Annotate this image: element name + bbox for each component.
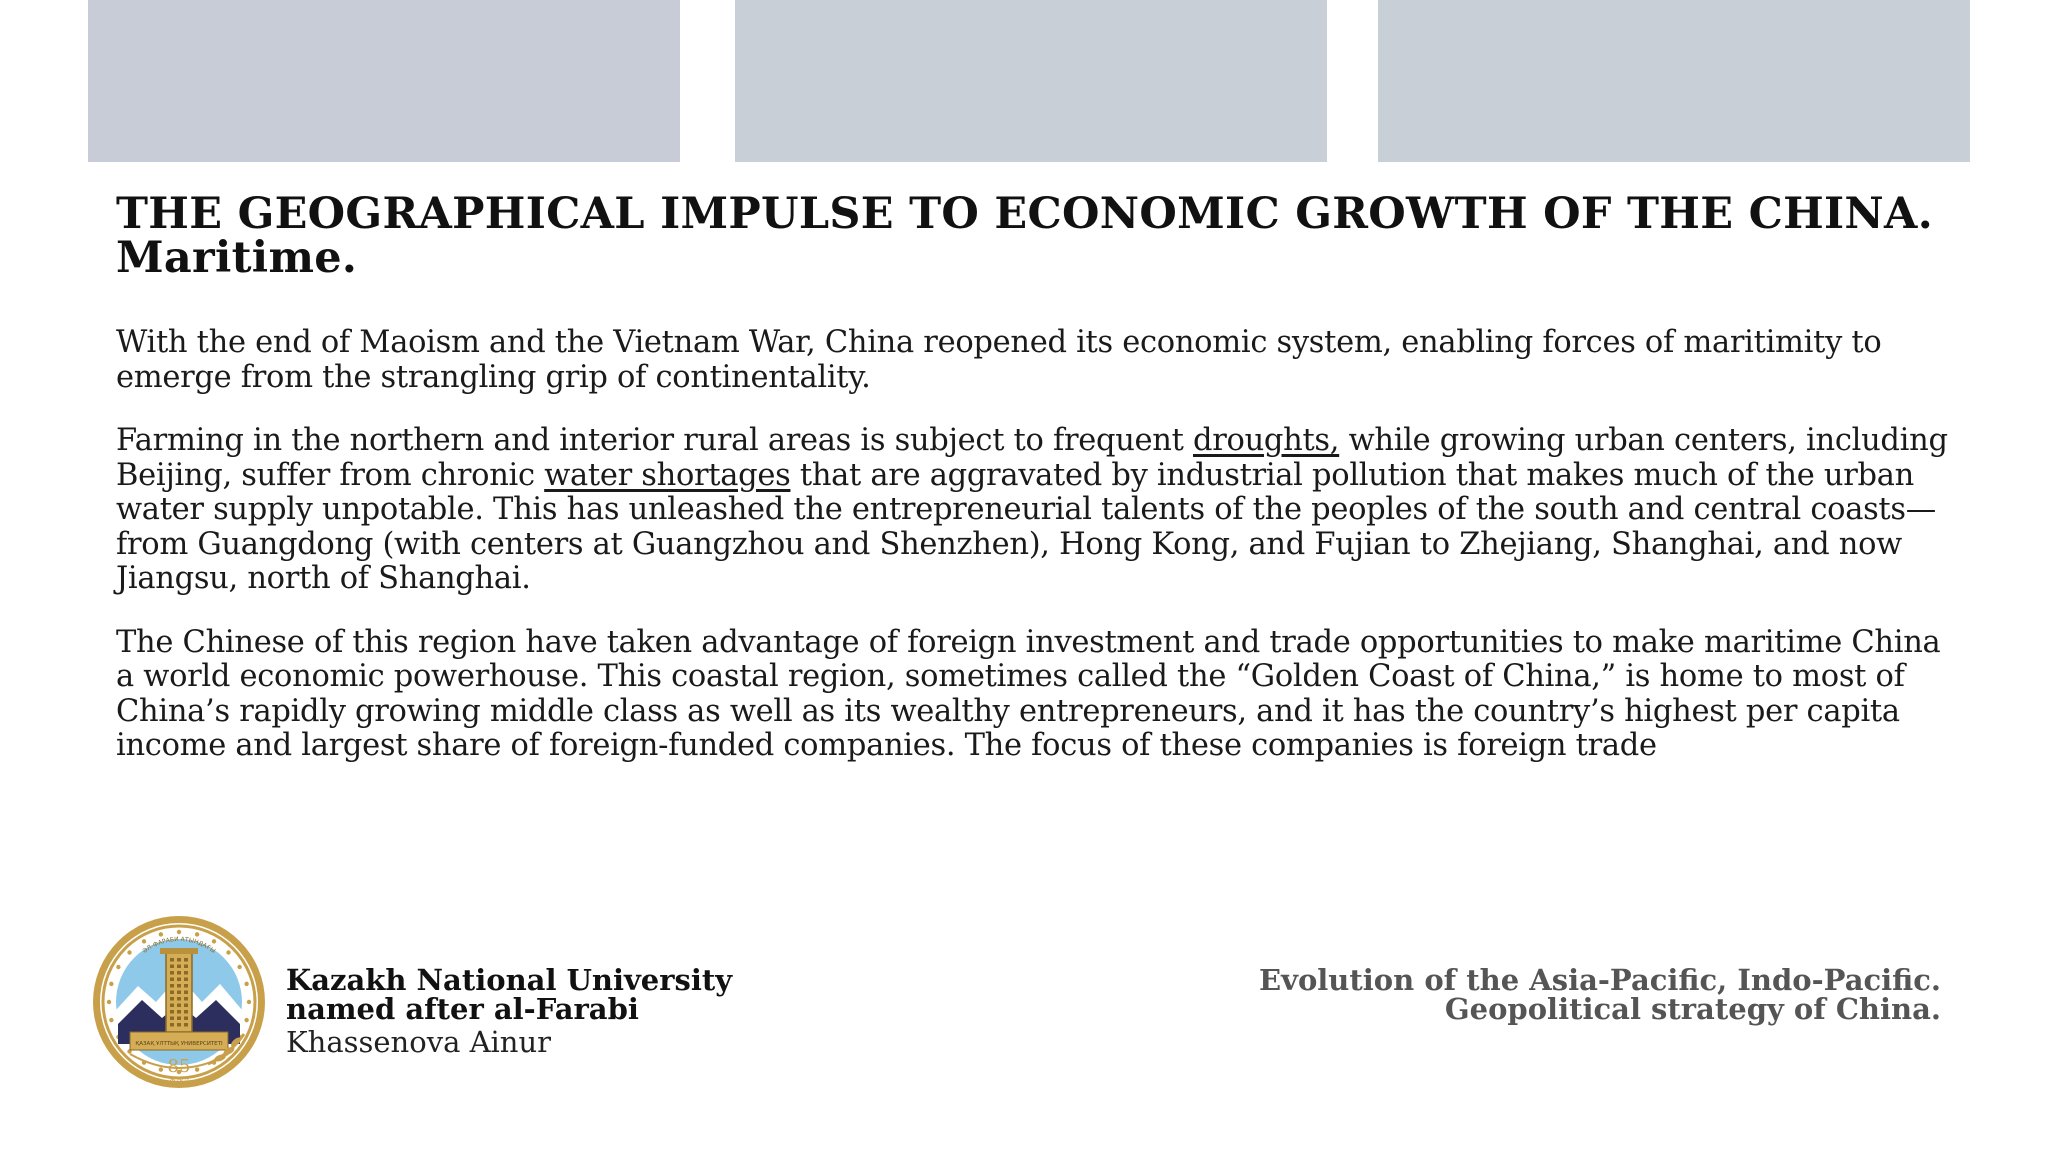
seal-tower-window — [177, 958, 181, 962]
paragraph-golden-coast: The Chinese of this region have taken advantage of foreign investment and trade opportunities to make maritime China a world economic powerhouse. This coastal region, sometimes called the “Golden Coast of China,” is home to most of China’s rapidly growing middle class as well as its wealthy entrepreneurs, and it has the country’s highest per capita income and largest share of foreign-funded companies. The focus of these companies is foreign trade — [116, 624, 1941, 763]
seal-tower-window — [170, 965, 174, 969]
seal-tower-window — [177, 1023, 181, 1027]
seal-tower-window — [170, 958, 174, 962]
seal-ornament-dot — [109, 982, 113, 986]
seal-text-top: ӘЛ-ФАРАБИ АТЫНДАҒЫ — [141, 935, 217, 955]
seal-tower-window — [177, 1010, 181, 1014]
seal-ornament-dot — [247, 1000, 251, 1004]
seal-tower-window — [184, 984, 188, 988]
seal-tower-window — [177, 971, 181, 975]
seal-tower-window — [170, 1010, 174, 1014]
university-name-line1: Kazakh National University — [286, 963, 733, 997]
seal-tower-window — [177, 1004, 181, 1008]
author-name: Khassenova Ainur — [286, 1025, 552, 1059]
seal-tower-window — [184, 971, 188, 975]
seal-tower-window — [184, 1010, 188, 1014]
top-panel-right — [1378, 0, 1970, 162]
seal-ornament-dot — [107, 1000, 111, 1004]
seal-tower-window — [184, 978, 188, 982]
paragraph-farming-part1: Farming in the northern and interior rural areas is subject to frequent — [116, 423, 1193, 458]
top-panel-left — [88, 0, 680, 162]
seal-ornament-dot — [159, 932, 163, 936]
water-shortages-link[interactable]: water shortages — [544, 457, 791, 493]
paragraph-maoism: With the end of Maoism and the Vietnam War, China reopened its economic system, enabling forces of maritimity to emerge from the strangling grip of continentality. — [116, 325, 1882, 395]
seal-ornament-dot — [226, 950, 230, 954]
seal-ornament-dot — [116, 965, 120, 969]
seal-tower-window — [184, 991, 188, 995]
course-title: Evolution of the Asia-Pacific, Indo-Pacific. Geopolitical strategy of China. — [1258, 963, 1941, 1026]
seal-ornament-dot — [177, 930, 181, 934]
seal-ornament-dot — [212, 939, 216, 943]
seal-tower-window — [184, 1023, 188, 1027]
seal-tower-window — [170, 984, 174, 988]
seal-tower-window — [170, 971, 174, 975]
paragraph-farming-part2: while growing urban centers, including Beijing, suffer from chronic — [116, 423, 1948, 493]
top-panel-center — [735, 0, 1327, 162]
seal-ornament-dot — [127, 950, 131, 954]
slide-title-line1: THE GEOGRAPHICAL IMPULSE TO ECONOMIC GROWTH OF THE CHINA. — [116, 189, 1933, 239]
seal-ornament-dot — [142, 939, 146, 943]
seal-number: 85 — [167, 1056, 191, 1077]
seal-tower-window — [170, 1017, 174, 1021]
paragraph-farming-part3: that are aggravated by industrial pollution that makes much of the urban water supply unpotable. This has unleashed the entrepreneurial talents of the peoples of the south and central coasts—from Guangdong (with centers at Guangzhou and Shenzhen), Hong Kong, and Fujian to Zhejiang, Shanghai, and now Jiangsu, north of Shanghai. — [116, 457, 1936, 596]
seal-tower-window — [177, 1017, 181, 1021]
seal-tower-window — [177, 997, 181, 1001]
seal-ornament-dot — [244, 982, 248, 986]
university-seal-icon — [90, 914, 268, 1094]
seal-tower-window — [184, 1017, 188, 1021]
seal-tower-window — [170, 1004, 174, 1008]
seal-ornament-dot — [244, 1018, 248, 1022]
seal-ornament-dot — [109, 1018, 113, 1022]
seal-tower-window — [184, 997, 188, 1001]
seal-ornament-dot — [159, 1067, 163, 1071]
slide-title-line2: Maritime. — [116, 233, 358, 283]
seal-tower-window — [177, 965, 181, 969]
seal-text-mid: ҚАЗАҚ ҰЛТТЫҚ УНИВЕРСИТЕТІ — [135, 1041, 223, 1047]
university-name-line2: named after al-Farabi — [286, 992, 639, 1026]
seal-tower-window — [170, 1023, 174, 1027]
paragraph-farming — [116, 424, 1956, 597]
seal-tower-window — [170, 997, 174, 1001]
droughts-link[interactable]: droughts, — [1193, 423, 1340, 458]
seal-tower-window — [177, 991, 181, 995]
seal-year: ЖЫЛ — [168, 1076, 190, 1084]
seal-tower-window — [170, 991, 174, 995]
seal-tower-window — [177, 984, 181, 988]
slide-title — [116, 189, 1956, 283]
seal-tower-window — [184, 958, 188, 962]
seal-ornament-dot — [195, 1067, 199, 1071]
seal-tower-window — [177, 978, 181, 982]
seal-tower-window — [184, 965, 188, 969]
slide-body — [116, 326, 1956, 793]
university-block — [286, 963, 986, 1059]
seal-tower-window — [184, 1004, 188, 1008]
seal-ornament-dot — [237, 965, 241, 969]
seal-ornament-dot — [195, 932, 199, 936]
seal-tower-window — [170, 978, 174, 982]
